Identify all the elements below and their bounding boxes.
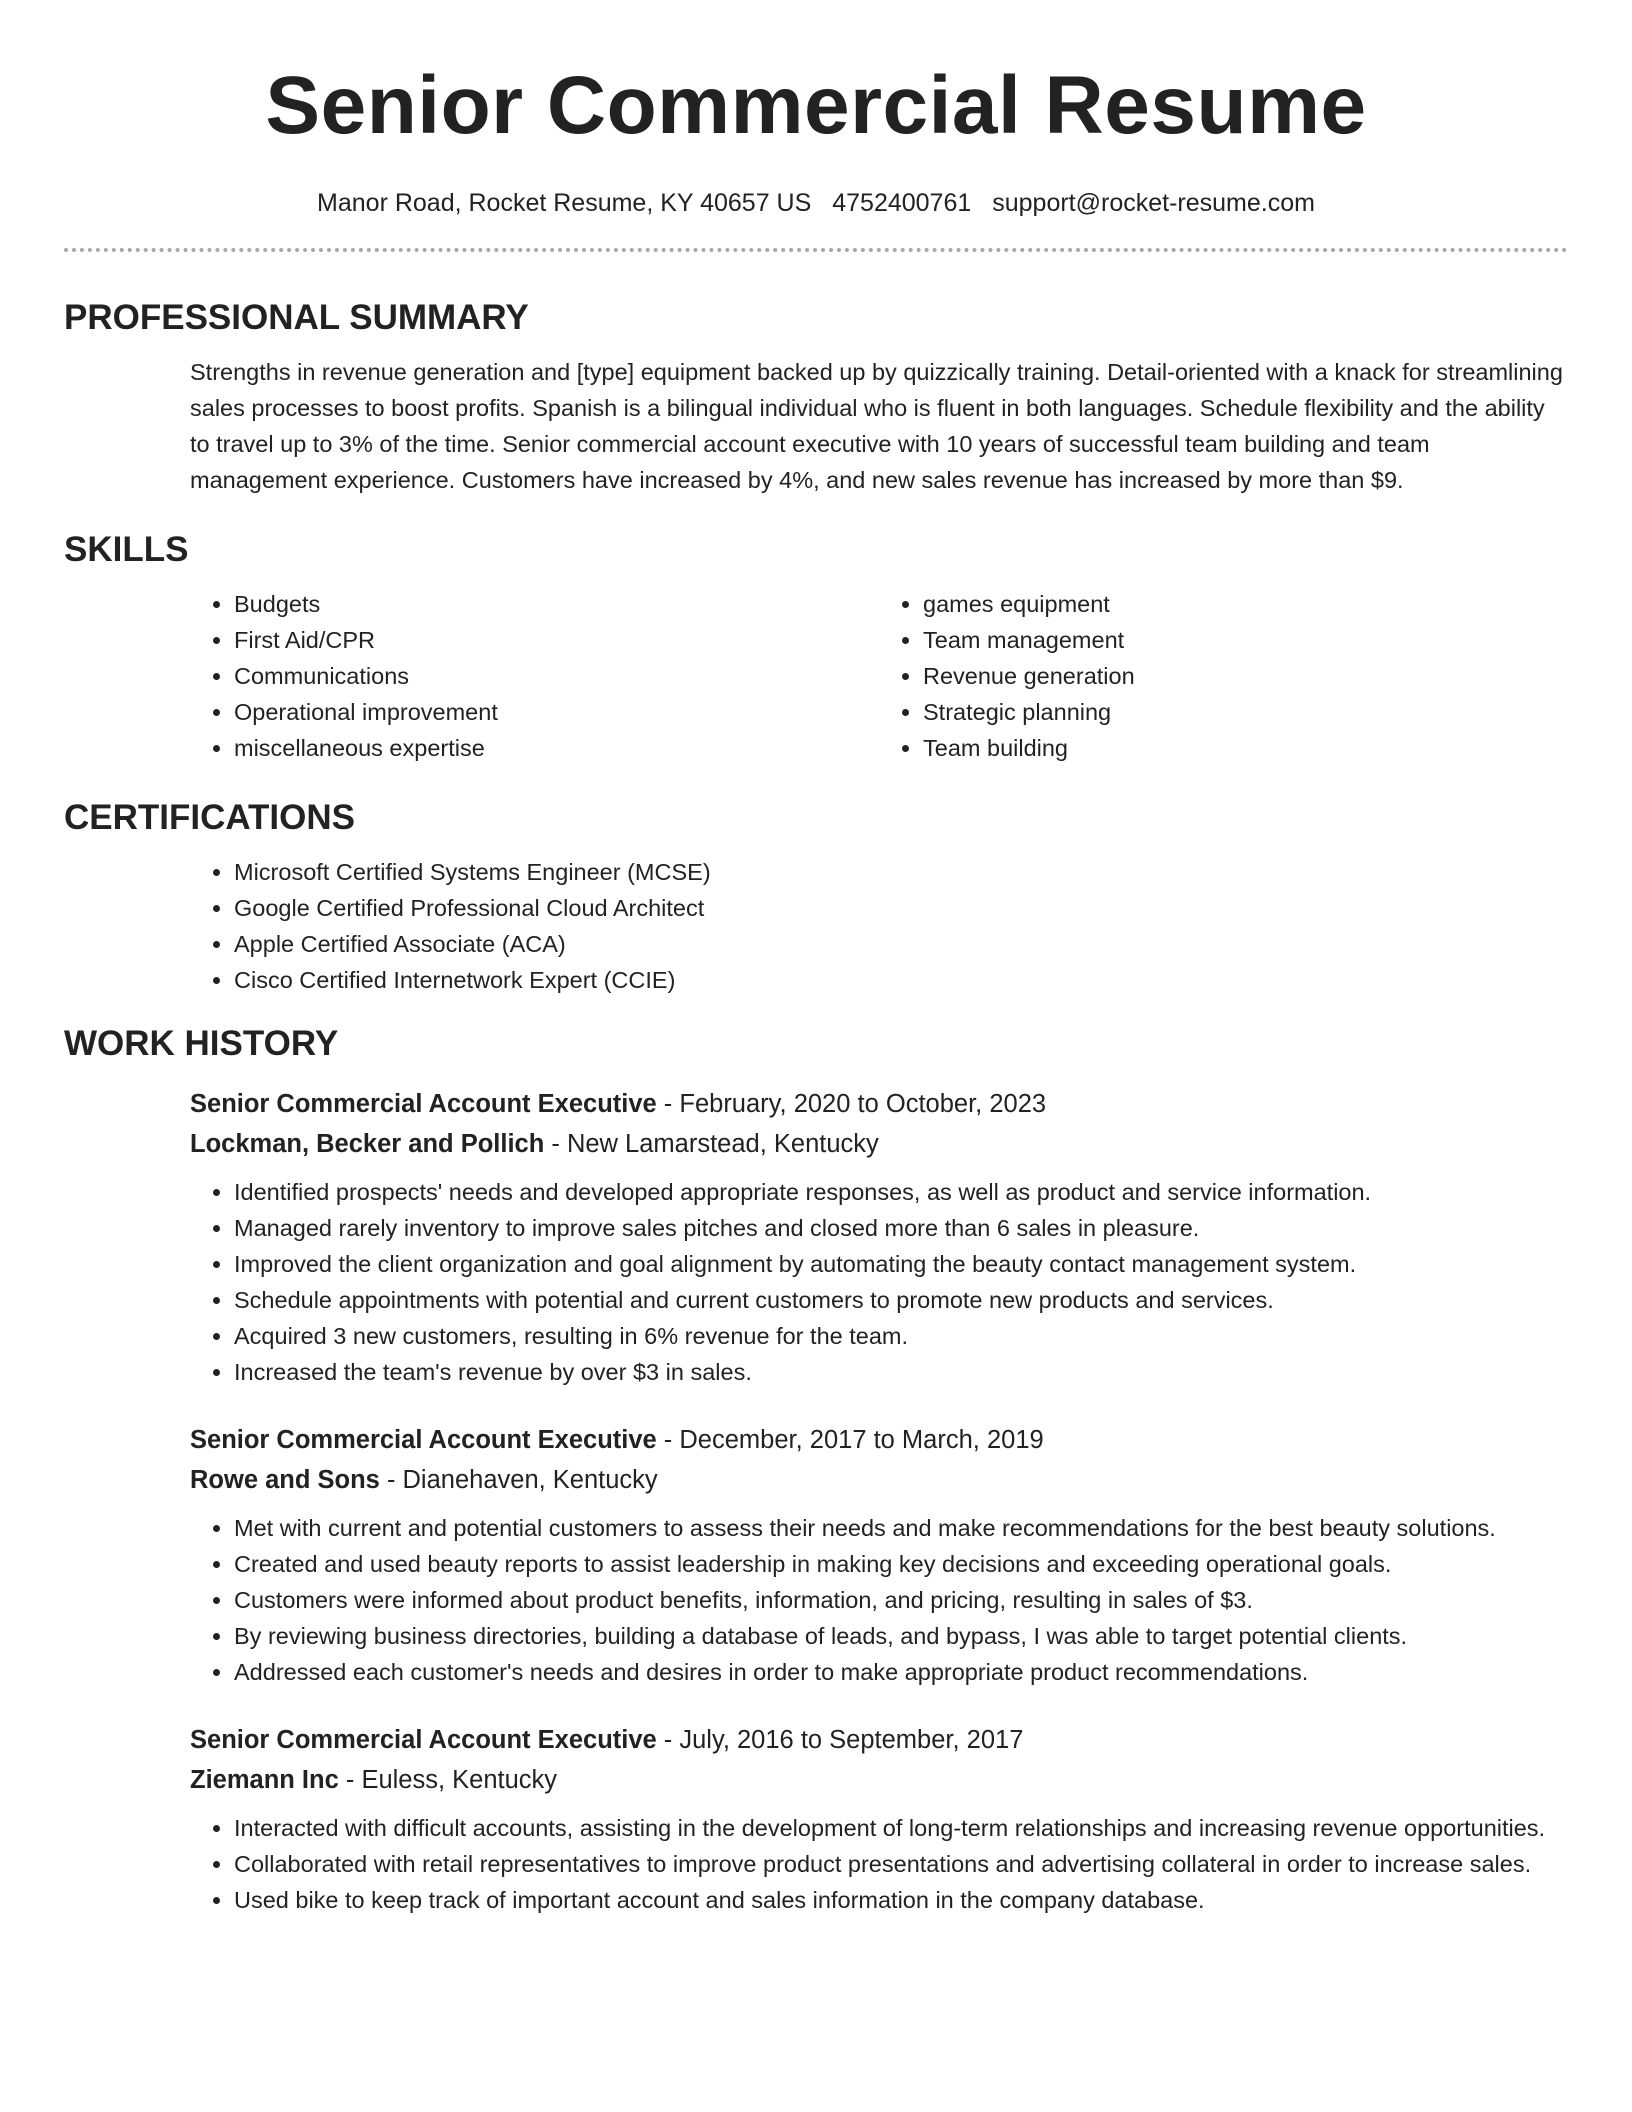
skill-item: • Budgets: [234, 586, 879, 622]
certification-item: • Google Certified Professional Cloud Architect: [234, 890, 1568, 926]
work-history-heading: WORK HISTORY: [64, 1024, 339, 1063]
job-entry: [190, 1084, 1568, 1390]
job-bullet: • Improved the client organization and goal alignment by automating the beauty contact management system.: [234, 1246, 1568, 1282]
job-bullet: • Collaborated with retail representatives to improve product presentations and advertising collateral in order to increase sales.: [234, 1846, 1568, 1882]
summary-heading: PROFESSIONAL SUMMARY: [64, 298, 529, 337]
summary-text: Strengths in revenue generation and [type] equipment backed up by quizzically training. Detail-oriented with a knack for streamlining sales processes to boost profits. Spanish is a bilingual individual who is fluent in both languages. Schedule flexibility and the ability to travel up to 3% of the time. Senior commercial account executive with 10 years of successful team building and team management experience. Customers have increased by 4%, and new sales revenue has increased by more than $9.: [190, 359, 1563, 493]
contact-email: support@rocket-resume.com: [992, 189, 1315, 217]
job-bullet: • Customers were informed about product benefits, information, and pricing, resulting in sales of $3.: [234, 1582, 1568, 1618]
skills-heading: SKILLS: [64, 530, 189, 569]
skill-item: • Communications: [234, 658, 879, 694]
certification-item: • Apple Certified Associate (ACA): [234, 926, 1568, 962]
skill-item: • games equipment: [923, 586, 1568, 622]
certification-item: • Cisco Certified Internetwork Expert (CCIE): [234, 962, 1568, 998]
job-title-line: [190, 1420, 1568, 1460]
job-company: Lockman, Becker and Pollich: [190, 1130, 545, 1158]
job-dates: - February, 2020 to October, 2023: [656, 1090, 1047, 1118]
job-bullet: • Interacted with difficult accounts, assisting in the development of long-term relationships and increasing revenue opportunities.: [234, 1810, 1568, 1846]
skills-columns: [190, 586, 1568, 766]
job-title-line: [190, 1720, 1568, 1760]
skills-list-left: [190, 586, 879, 766]
header-divider: [64, 248, 1568, 252]
skill-item: • Team management: [923, 622, 1568, 658]
job-role: Senior Commercial Account Executive: [190, 1726, 657, 1754]
job-entry: [190, 1420, 1568, 1690]
job-company: Rowe and Sons: [190, 1466, 380, 1494]
certifications-heading: CERTIFICATIONS: [64, 798, 356, 837]
job-title-line: [190, 1084, 1568, 1124]
skill-item: • Revenue generation: [923, 658, 1568, 694]
resume-title: Senior Commercial Resume: [265, 60, 1367, 151]
job-bullet: • Met with current and potential customers to assess their needs and make recommendations for the best beauty solutions.: [234, 1510, 1568, 1546]
certification-item: • Microsoft Certified Systems Engineer (MCSE): [234, 854, 1568, 890]
skill-item: • First Aid/CPR: [234, 622, 879, 658]
job-company-line: [190, 1460, 1568, 1500]
job-bullet: • Managed rarely inventory to improve sales pitches and closed more than 6 sales in pleasure.: [234, 1210, 1568, 1246]
work-history-section: [64, 1022, 1568, 1918]
contact-phone: 4752400761: [832, 189, 972, 217]
contact-line: [64, 186, 1568, 220]
job-bullet: • By reviewing business directories, building a database of leads, and bypass, I was able to target potential clients.: [234, 1618, 1568, 1654]
certifications-list-wrap: [190, 854, 1568, 998]
skill-item: • Team building: [923, 730, 1568, 766]
job-role: Senior Commercial Account Executive: [190, 1090, 657, 1118]
skill-item: • Operational improvement: [234, 694, 879, 730]
summary-section: [64, 296, 1568, 498]
skill-item: • Strategic planning: [923, 694, 1568, 730]
contact-address: Manor Road, Rocket Resume, KY 40657 US: [317, 189, 812, 217]
job-location: - Euless, Kentucky: [338, 1766, 558, 1794]
job-company-line: [190, 1124, 1568, 1164]
job-location: - Dianehaven, Kentucky: [379, 1466, 658, 1494]
job-company: Ziemann Inc: [190, 1766, 339, 1794]
job-entry: [190, 1720, 1568, 1918]
job-bullet: • Used bike to keep track of important account and sales information in the company database.: [234, 1882, 1568, 1918]
certifications-section: [64, 796, 1568, 998]
job-bullets: [190, 1810, 1568, 1918]
certifications-list: [190, 854, 1568, 998]
job-role: Senior Commercial Account Executive: [190, 1426, 657, 1454]
job-bullet: • Acquired 3 new customers, resulting in 6% revenue for the team.: [234, 1318, 1568, 1354]
job-bullet: • Created and used beauty reports to assist leadership in making key decisions and exceeding operational goals.: [234, 1546, 1568, 1582]
job-bullet: • Identified prospects' needs and developed appropriate responses, as well as product and service information.: [234, 1174, 1568, 1210]
skills-section: [64, 528, 1568, 766]
job-bullet: • Schedule appointments with potential and current customers to promote new products and services.: [234, 1282, 1568, 1318]
job-company-line: [190, 1760, 1568, 1800]
job-location: - New Lamarstead, Kentucky: [544, 1130, 879, 1158]
job-dates: - December, 2017 to March, 2019: [656, 1426, 1044, 1454]
job-bullet: • Increased the team's revenue by over $3 in sales.: [234, 1354, 1568, 1390]
job-bullets: [190, 1510, 1568, 1690]
skill-item: • miscellaneous expertise: [234, 730, 879, 766]
job-dates: - July, 2016 to September, 2017: [656, 1726, 1024, 1754]
job-bullets: [190, 1174, 1568, 1390]
job-bullet: • Addressed each customer's needs and desires in order to make appropriate product recommendations.: [234, 1654, 1568, 1690]
skills-list-right: [879, 586, 1568, 766]
